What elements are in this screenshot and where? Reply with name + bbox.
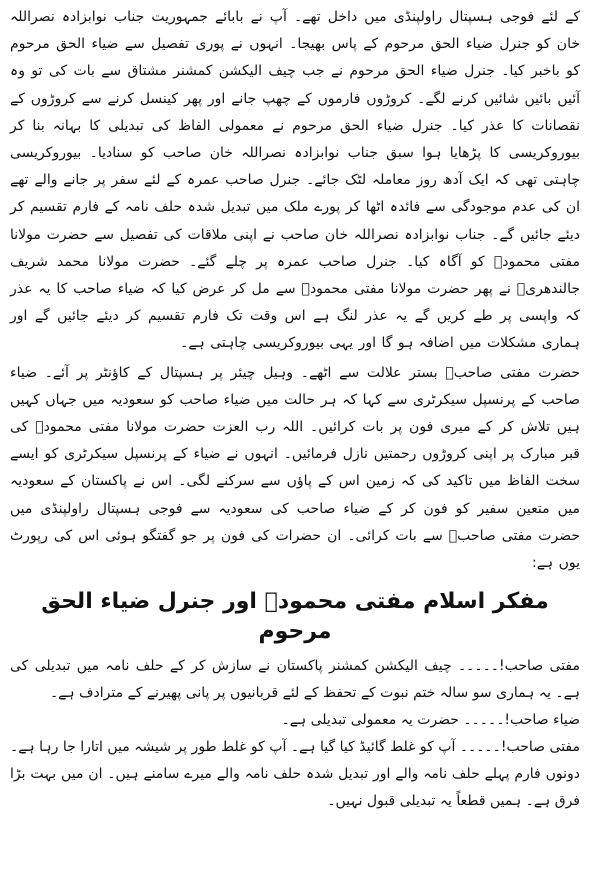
dialogue-line-zia: ضیاء صاحب!۔۔۔۔۔ حضرت یہ معمولی تبدیلی ہے۔ [281,712,580,729]
body-paragraph: حضرت مفتی صاحبؒ بستر علالت سے اٹھے۔ وہیل چیئر پر ہسپتال کے کاؤنٹر پر آئے۔ ضیاء صاحب کے پرنسپل سیکرٹری سے کہا کہ ہر حالت میں ضیاء صاحب کو سعودیہ میں جہاں کہیں ہیں تلاش کر کے میری فون پر بات کرائیں۔ اللہ رب العزت حضرت مولانا مفتی محمودؒ کی قبر مبارک پر اپنی کروڑوں رحمتیں نازل فرمائیں۔ انہوں نے ضیاء کے پرنسپل سیکرٹری کو ایسے سخت الفاظ میں تاکید کی کہ زمین اس کے پاؤں سے سرکنے لگی۔ اس نے پاکستان کے سعودیہ میں متعین سفیر کو فون کر کے ضیاء صاحب کی سعودیہ سے فوجی ہسپتال راولپنڈی میں حضرت مفتی صاحبؒ سے بات کرائی۔ ان حضرات کی فون پر جو گفتگو ہوئی اس کی رپورٹ یوں ہے: [10,364,580,572]
dialogue-line-mufti: مفتی صاحب!۔۔۔۔۔ آپ کو غلط گائیڈ کیا گیا ہے۔ آپ کو غلط طور پر شیشہ میں اتارا جا رہا ہے۔ دونوں فارم پہلے حلف نامہ والے اور تبدیل شدہ حلف نامہ والے میرے سامنے ہیں۔ ان میں بہت بڑا فرق ہے۔ ہمیں قطعاً یہ تبدیلی قبول نہیں۔ [10,739,580,810]
dialogue-line-mufti: مفتی صاحب!۔۔۔۔۔ چیف الیکشن کمشنر پاکستان نے سازش کر کے حلف نامہ میں تبدیلی کی ہے۔ یہ ہماری سو سالہ ختم نبوت کے تحفظ کے لئے قربانیوں پر پانی پھیرنے کے مترادف ہے۔ [10,658,580,702]
body-paragraph: کے لئے فوجی ہسپتال راولپنڈی میں داخل تھے۔ آپ نے بابائے جمہوریت جناب نوابزادہ نصراللہ خان کو جنرل ضیاء الحق مرحوم کے پاس بھیجا۔ انہوں نے پوری تفصیل سے ضیاء الحق مرحوم کو باخبر کیا۔ جنرل ضیاء الحق مرحوم نے جب چیف الیکشن کمشنر مشتاق سے بات کی تو وہ آئیں بائیں شائیں کرنے لگے۔ کروڑوں فارموں کے چھپ جانے اور پھر کینسل کرنے سے کروڑوں کے نقصانات کا عذر کیا۔ جنرل ضیاء الحق مرحوم نے معمولی الفاظ کی تبدیلی کا بہانہ بنا کر بیوروکریسی کا پڑھایا ہوا سبق جناب نوابزادہ نصراللہ خان صاحب کو سنادیا۔ بیوروکریسی چاہتی تھی کہ ایک آدھ روز معاملہ لٹک جائے۔ جنرل صاحب عمرہ کے لئے سفر پر جانے والے تھے ان کی عدم موجودگی سے فائدہ اٹھا کر پورے ملک میں تبدیل شدہ حلف نامہ کے فارم تقسیم کر دیئے جائیں گے۔ جناب نوابزادہ نصراللہ خان صاحب نے اپنی ملاقات کی تفصیل سے حضرت مولانا مفتی محمودؒ کو آگاہ کیا۔ جنرل صاحب عمرہ پر چلے گئے۔ حضرت مولانا محمد شریف جالندھریؒ نے پھر حضرت مولانا مفتی محمودؒ سے مل کر عرض کیا کہ ضیاء صاحب کا یہ عذر کہ واپسی پر طے کریں گے یہ عذر لنگ ہے اس وقت تک فارم تقسیم کر دیئے جائیں گے اور ہماری مشکلات میں اضافہ ہو گا اور یہی بیوروکریسی چاہتی ہے۔ [10,9,580,352]
section-heading: مفکر اسلام مفتی محمودؒ اور جنرل ضیاء الحق مرحوم [41,589,549,645]
dialogue-block [10,653,580,815]
